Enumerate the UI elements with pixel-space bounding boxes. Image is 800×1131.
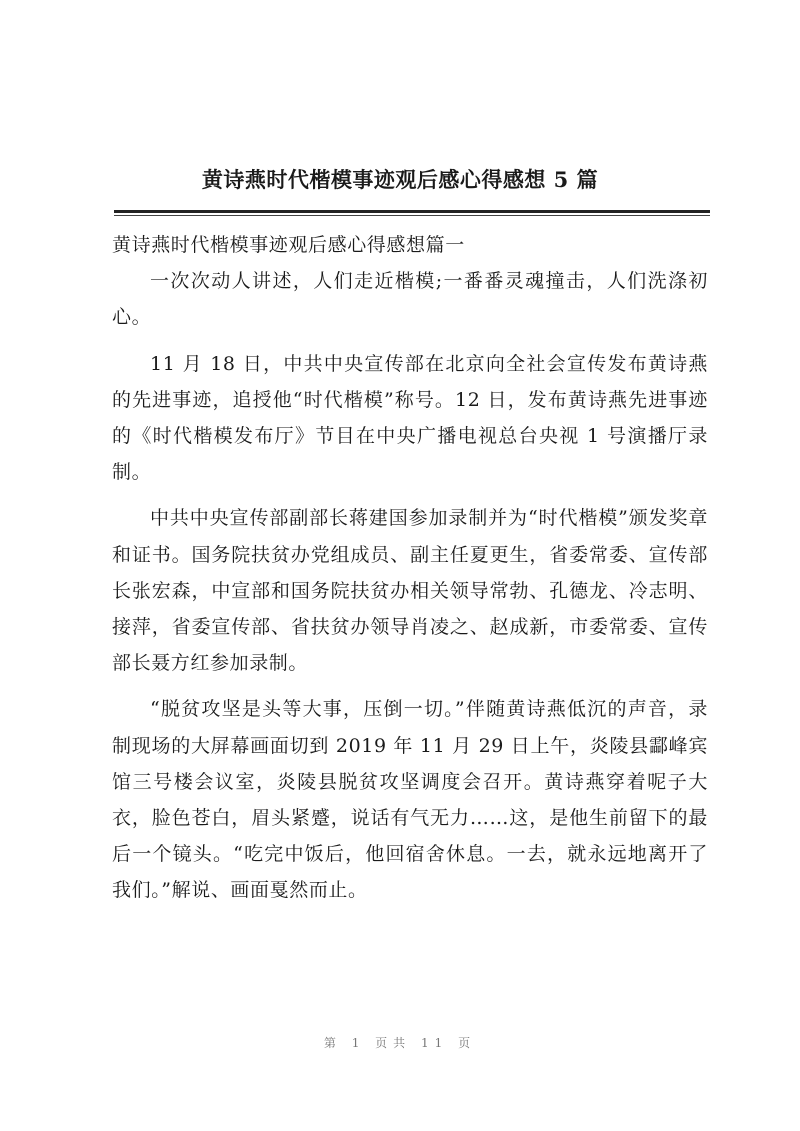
paragraph: 11 月 18 日，中共中央宣传部在北京向全社会宣传发布黄诗燕的先进事迹，追授他“时代楷模”称号。12 日，发布黄诗燕先进事迹的《时代楷模发布厅》节目在中央广播电视总台央视 1 号演播厅录制。 <box>112 352 708 484</box>
section-heading: 黄诗燕时代楷模事迹观后感心得感想篇一 <box>112 234 465 256</box>
title-rule-thin <box>114 215 710 216</box>
title-rule-thick <box>114 210 710 213</box>
paragraph: “脱贫攻坚是头等大事，压倒一切。”伴随黄诗燕低沉的声音，录制现场的大屏幕画面切到 2019 年 11 月 29 日上午，炎陵县酃峰宾馆三号楼会议室，炎陵县脱贫攻坚调度会召开。黄诗燕穿着呢子大衣，脸色苍白，眉头紧蹙，说话有气无力……这，是他生前留下的最后一个镜头。“吃完中饭后，他回宿舍休息。一去，就永远地离开了我们。”解说、画面戛然而止。 <box>112 698 708 902</box>
document-body <box>112 227 708 909</box>
paragraph: 中共中央宣传部副部长蒋建国参加录制并为“时代楷模”颁发奖章和证书。国务院扶贫办党组成员、副主任夏更生，省委常委、宣传部长张宏森，中宣部和国务院扶贫办相关领导常勃、孔德龙、冷志明、接萍，省委宣传部、省扶贫办领导肖凌之、赵成新，市委常委、宣传部长聂方红参加录制。 <box>112 507 708 675</box>
paragraph: 一次次动人讲述，人们走近楷模;一番番灵魂撞击，人们洗涤初心。 <box>112 270 708 329</box>
document-title: 黄诗燕时代楷模事迹观后感心得感想 5 篇 <box>201 167 599 192</box>
page-number-footer: 第 1 页共 11 页 <box>323 1036 477 1050</box>
